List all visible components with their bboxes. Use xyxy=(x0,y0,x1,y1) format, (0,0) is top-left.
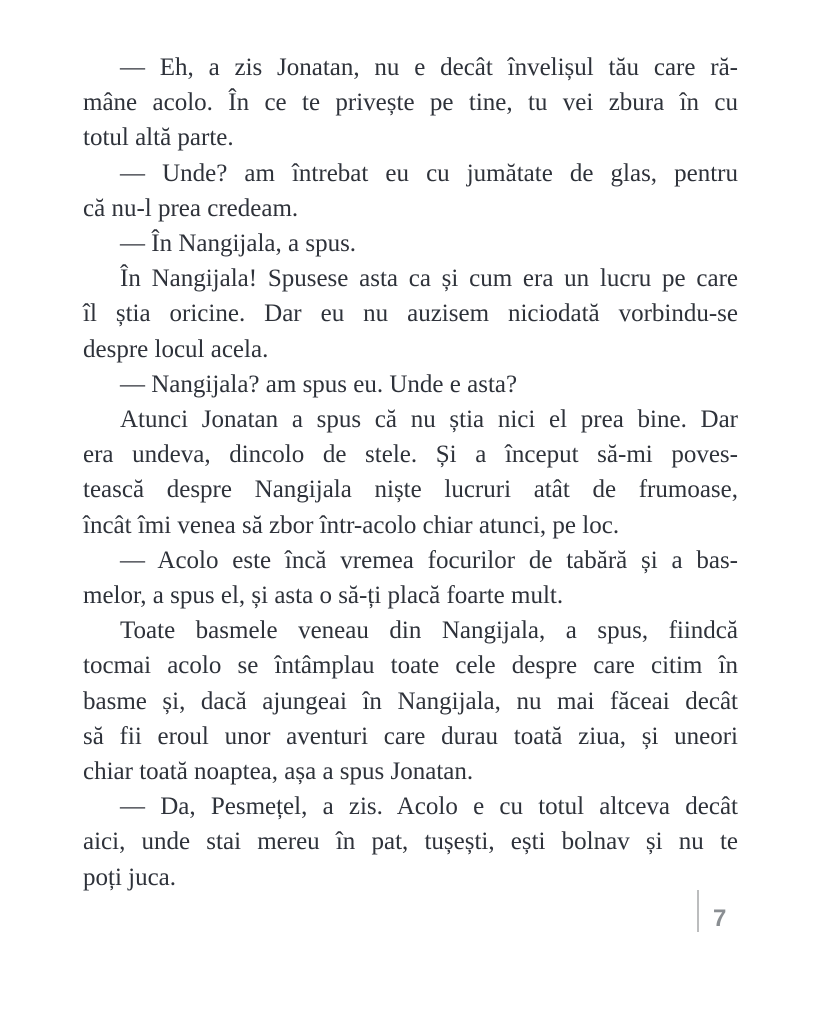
text-line: să fii eroul unor aventuri care durau toată ziua, și uneori xyxy=(83,722,738,750)
text-line: Atunci Jonatan a spus că nu știa nici el prea bine. Dar xyxy=(120,406,738,434)
text-line: — Unde? am întrebat eu cu jumătate de glas, pentru xyxy=(120,159,738,187)
paragraph xyxy=(83,543,738,613)
text-line: mâne acolo. În ce te privește pe tine, tu vei zbura în cu xyxy=(83,89,738,117)
paragraph xyxy=(83,367,738,402)
page-number: 7 xyxy=(713,905,727,932)
paragraph xyxy=(83,789,738,895)
text-line: — Acolo este încă vremea focurilor de tabără și a bas- xyxy=(120,546,738,574)
paragraph xyxy=(83,261,738,367)
text-line: chiar toată noaptea, așa a spus Jonatan. xyxy=(83,758,474,786)
text-line: tocmai acolo se întâmplau toate cele despre care citim în xyxy=(83,652,738,680)
text-line: poți juca. xyxy=(83,863,177,891)
text-line: melor, a spus el, și asta o să-ți placă foarte mult. xyxy=(83,582,564,610)
text-line: încât îmi venea să zbor într-acolo chiar atunci, pe loc. xyxy=(83,511,620,539)
text-line: totul altă parte. xyxy=(83,124,234,152)
text-line: despre locul acela. xyxy=(83,335,269,363)
text-line: Toate basmele veneau din Nangijala, a spus, fiindcă xyxy=(120,617,738,645)
text-line: aici, unde stai mereu în pat, tușești, ești bolnav și nu te xyxy=(83,828,738,856)
page-footer xyxy=(697,890,726,932)
body-text xyxy=(83,50,738,895)
footer-divider xyxy=(697,890,699,932)
paragraph xyxy=(83,613,738,789)
text-line: În Nangijala! Spusese asta ca și cum era un lucru pe care xyxy=(120,265,738,293)
text-line: tească despre Nangijala niște lucruri atât de frumoase, xyxy=(83,476,738,504)
text-line: — Da, Pesmețel, a zis. Acolo e cu totul altceva decât xyxy=(120,793,738,821)
paragraph xyxy=(83,50,738,156)
paragraph xyxy=(83,156,738,226)
text-line: era undeva, dincolo de stele. Și a început să-mi poves- xyxy=(83,441,738,469)
text-line: — Nangijala? am spus eu. Unde e asta? xyxy=(120,370,518,398)
text-line: — Eh, a zis Jonatan, nu e decât învelișul tău care ră- xyxy=(120,54,738,81)
text-line: basme și, dacă ajungeai în Nangijala, nu mai făceai decât xyxy=(83,687,738,715)
text-line: că nu-l prea credeam. xyxy=(83,194,299,222)
paragraph xyxy=(83,226,738,261)
text-line: — În Nangijala, a spus. xyxy=(120,230,357,258)
paragraph xyxy=(83,402,738,543)
text-line: îl știa oricine. Dar eu nu auzisem niciodată vorbindu-se xyxy=(83,300,738,328)
